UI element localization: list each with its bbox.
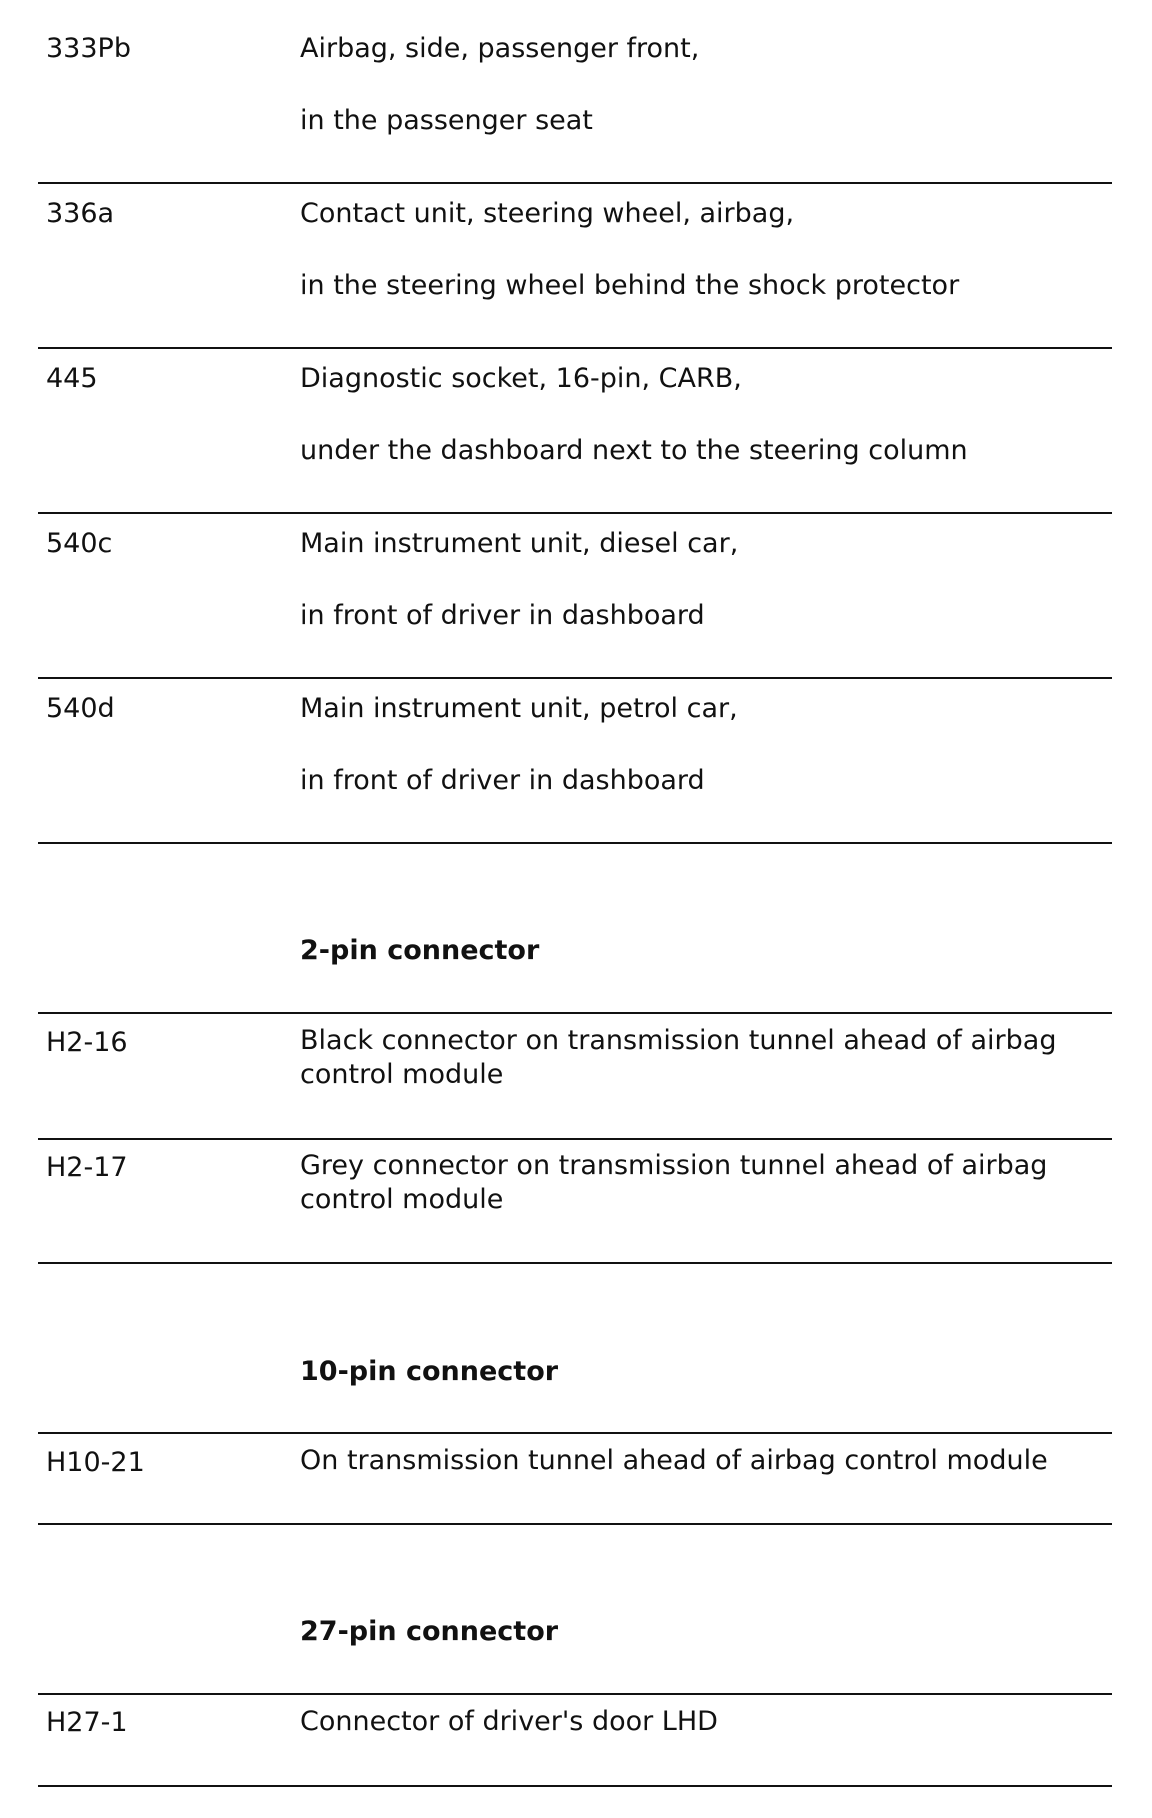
component-code: 333Pb [46,33,131,64]
row-divider [38,182,1112,184]
connector-description: Grey connector on transmission tunnel ahead of airbag control module [300,1150,1048,1215]
component-description: Diagnostic socket, 16-pin, CARB, [300,363,742,394]
component-location: in the steering wheel behind the shock protector [300,270,960,301]
row-divider [38,1693,1112,1695]
connector-code: H27-1 [46,1707,128,1738]
connector-description: Black connector on transmission tunnel ahead of airbag control module [300,1025,1057,1090]
row-divider [38,842,1112,844]
connector-code: H10-21 [46,1447,145,1478]
component-code: 336a [46,198,115,229]
component-code: 445 [46,363,98,394]
row-divider [38,1785,1112,1787]
section-heading: 2-pin connector [300,935,540,966]
component-location: in front of driver in dashboard [300,600,705,631]
connector-code: H2-16 [46,1027,128,1058]
component-description: Airbag, side, passenger front, [300,33,700,64]
component-description: Main instrument unit, diesel car, [300,528,739,559]
row-divider [38,1432,1112,1434]
row-divider [38,677,1112,679]
row-divider [38,1262,1112,1264]
component-code: 540c [46,528,113,559]
component-description: Main instrument unit, petrol car, [300,693,738,724]
component-location: in the passenger seat [300,105,593,136]
section-heading: 10-pin connector [300,1356,559,1387]
row-divider [38,1523,1112,1525]
component-location: under the dashboard next to the steering column [300,435,968,466]
component-code: 540d [46,693,115,724]
connector-description: Connector of driver's door LHD [300,1706,718,1737]
row-divider [38,1138,1112,1140]
row-divider [38,1012,1112,1014]
section-heading: 27-pin connector [300,1616,559,1647]
row-divider [38,512,1112,514]
row-divider [38,347,1112,349]
connector-code: H2-17 [46,1152,128,1183]
component-description: Contact unit, steering wheel, airbag, [300,198,795,229]
component-location: in front of driver in dashboard [300,765,705,796]
connector-description: On transmission tunnel ahead of airbag control module [300,1445,1048,1476]
